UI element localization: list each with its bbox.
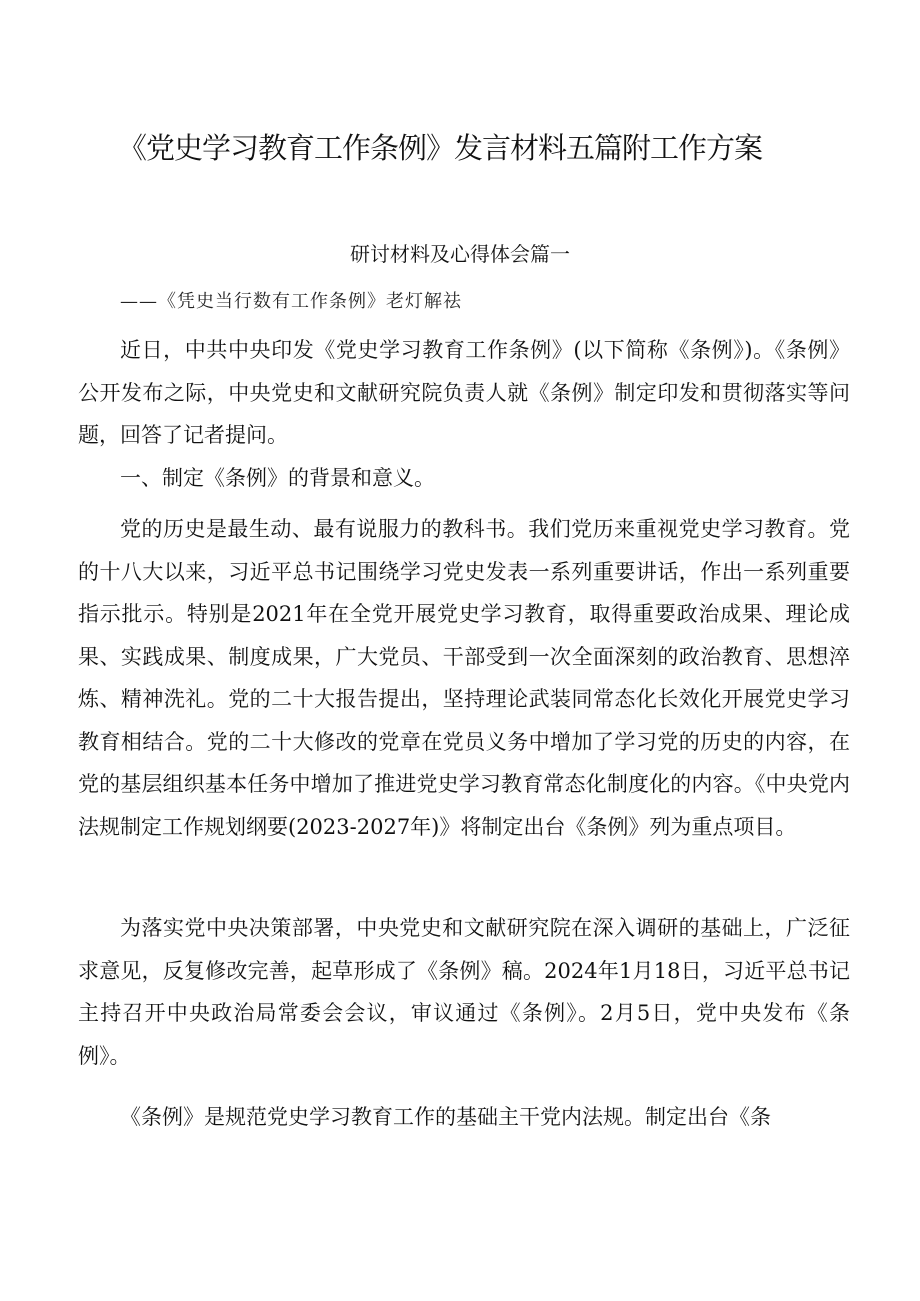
body-paragraph: 为落实党中央决策部署，中央党史和文献研究院在深入调研的基础上，广泛征求意见，反复修改完善，起草形成了《条例》稿。2024年1月18日，习近平总书记主持召开中央政治局常委会会议，审议通过《条例》。2月5日，党中央发布《条例》。 [78, 916, 850, 1068]
section-heading-paragraph: 一、制定《条例》的背景和意义。 [120, 466, 435, 490]
section-subtitle: ——《凭史当行数有工作条例》老灯解祛 [120, 291, 462, 312]
document-title: 《党史学习教育工作条例》发言材料五篇附工作方案 [117, 131, 762, 165]
body-paragraph: 近日，中共中央印发《党史学习教育工作条例》(以下简称《条例》)。《条例》公开发布之际，中央党史和文献研究院负责人就《条例》制定印发和贯彻落实等问题，回答了记者提问。 [78, 338, 850, 447]
section-title: 研讨材料及心得体会篇一 [350, 242, 570, 266]
body-paragraph: 党的历史是最生动、最有说服力的教科书。我们党历来重视党史学习教育。党的十八大以来，习近平总书记围绕学习党史发表一系列重要讲话，作出一系列重要指示批示。特别是2021年在全党开展党史学习教育，取得重要政治成果、理论成果、实践成果、制度成果，广大党员、干部受到一次全面深刻的政治教育、思想淬炼、精神洗礼。党的二十大报告提出，坚持理论武装同常态化长效化开展党史学习教育相结合。党的二十大修改的党章在党员义务中增加了学习党的历史的内容，在党的基层组织基本任务中增加了推进党史学习教育常态化制度化的内容。《中央党内法规制定工作规划纲要(2023-2027年)》将制定出台《条例》列为重点项目。 [78, 517, 850, 839]
body-paragraph: 《条例》是规范党史学习教育工作的基础主干党内法规。制定出台《条 [120, 1105, 771, 1129]
